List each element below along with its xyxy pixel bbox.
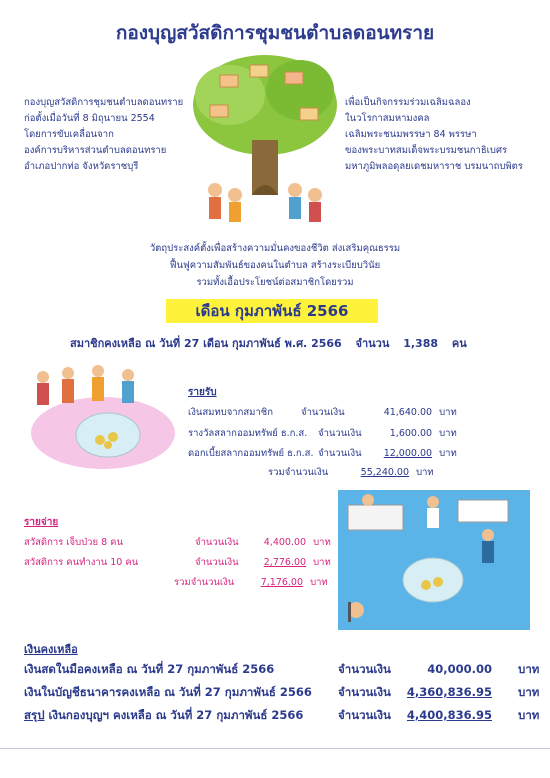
intro-right-line: ของพระบาทสมเด็จพระบรมชนกาธิเบศร [345, 145, 508, 156]
income-amount-label: จำนวนเงิน [301, 407, 345, 418]
members-count-label: จำนวน [355, 337, 390, 350]
purpose-line: วัตถุประสงค์ตั้งเพื่อสร้างความมั่นคงของชีวิต ส่งเสริมคุณธรรม [149, 243, 401, 254]
income-label: ดอกเบี้ยสลากออมทรัพย์ ธ.ก.ส. [188, 448, 314, 459]
intro-right-line: มหาภูมิพลอดุลยเดชมหาราช บรมนาถบพิตร [345, 161, 523, 172]
income-amount: 12,000.00 [383, 448, 433, 459]
page-title: กองบุญสวัสดิการชุมชนตำบลดอนทราย [115, 22, 435, 44]
balance-label: เงินในบัญชีธนาคารคงเหลือ ณ วันที่ 27 กุมภาพันธ์ 2566 [24, 685, 312, 699]
income-total-row [268, 465, 434, 480]
income-amount: 41,640.00 [383, 407, 433, 418]
intro-left-line: องค์การบริหารส่วนตำบลดอนทราย [24, 145, 167, 156]
income-unit: บาท [439, 407, 457, 418]
tree-illustration [190, 50, 340, 230]
income-row [188, 446, 457, 461]
income-amount-label: จำนวนเงิน [318, 428, 362, 439]
balance-amount: 4,400,836.95 [406, 708, 493, 722]
members-label: สมาชิกคงเหลือ ณ วันที่ 27 เดือน กุมภาพันธ์ พ.ศ. 2566 [70, 337, 342, 350]
balance-amount-label: จำนวนเงิน [338, 662, 391, 676]
income-illustration [18, 365, 178, 470]
intro-left-line: กองบุญสวัสดิการชุมชนตำบลดอนทราย [24, 97, 184, 108]
expense-amount-label: จำนวนเงิน [195, 537, 239, 548]
balance-label: เงินกองบุญฯ คงเหลือ ณ วันที่ 27 กุมภาพันธ์ 2566 [44, 708, 304, 722]
balance-amount: 40,000.00 [427, 662, 493, 676]
bottom-divider [0, 748, 550, 749]
expense-unit: บาท [313, 557, 331, 568]
expense-amount: 2,776.00 [263, 557, 307, 568]
expense-illustration [338, 490, 530, 630]
income-label: เงินสมทบจากสมาชิก [188, 407, 273, 418]
income-label: รางวัลสลากออมทรัพย์ ธ.ก.ส. [188, 428, 308, 439]
members-unit: คน [451, 337, 467, 350]
balance-summary-row [24, 707, 539, 725]
balance-unit: บาท [518, 685, 540, 699]
income-total-unit: บาท [416, 467, 434, 478]
intro-left-line: โดยการขับเคลื่อนจาก [24, 129, 114, 140]
members-count: 1,388 [403, 337, 439, 350]
expense-total-row [174, 575, 328, 590]
income-row [188, 426, 457, 441]
income-unit: บาท [439, 448, 457, 459]
intro-right-line: ในวโรกาสมหามงคล [345, 113, 430, 124]
members-line [70, 334, 477, 352]
balance-amount-label: จำนวนเงิน [338, 708, 391, 722]
balance-unit: บาท [518, 708, 540, 722]
balance-label: เงินสดในมือคงเหลือ ณ วันที่ 27 กุมภาพันธ์ 2566 [24, 662, 275, 676]
expense-total-unit: บาท [310, 577, 328, 588]
expense-amount: 4,400.00 [263, 537, 307, 548]
month-heading: เดือน กุมภาพันธ์ 2566 [166, 299, 378, 323]
expense-label: สวัสดิการ เจ็บป่วย 8 คน [24, 537, 124, 548]
intro-right [345, 95, 523, 175]
balance-amount: 4,360,836.95 [406, 685, 493, 699]
balance-row [24, 684, 539, 702]
expense-heading: รายจ่าย [24, 517, 59, 528]
expense-amount-label: จำนวนเงิน [195, 557, 239, 568]
expense-unit: บาท [313, 537, 331, 548]
income-total-label: รวมจำนวนเงิน [268, 467, 329, 478]
income-amount: 1,600.00 [389, 428, 433, 439]
balance-heading: เงินคงเหลือ [24, 643, 78, 656]
purpose-line: รวมทั้งเอื้อประโยชน์ต่อสมาชิกโดยรวม [196, 277, 354, 288]
income-unit: บาท [439, 428, 457, 439]
intro-right-line: เฉลิมพระชนมพรรษา 84 พรรษา [345, 129, 477, 140]
income-amount-label: จำนวนเงิน [318, 448, 362, 459]
intro-right-line: เพื่อเป็นกิจกรรมร่วมเฉลิมฉลอง [345, 97, 471, 108]
balance-row [24, 661, 539, 679]
intro-left-line: อำเภอปากท่อ จังหวัดราชบุรี [24, 161, 139, 172]
income-row [188, 405, 457, 420]
income-total: 55,240.00 [360, 467, 410, 478]
expense-total-label: รวมจำนวนเงิน [174, 577, 235, 588]
expense-row [24, 535, 331, 550]
purpose-text [0, 240, 550, 291]
balance-summary-prefix: สรุป [24, 708, 45, 722]
income-heading: รายรับ [188, 387, 217, 398]
expense-row [24, 555, 331, 570]
balance-amount-label: จำนวนเงิน [338, 685, 391, 699]
balance-unit: บาท [518, 662, 540, 676]
expense-total: 7,176.00 [260, 577, 304, 588]
intro-left-line: ก่อตั้งเมื่อวันที่ 8 มิถุนายน 2554 [24, 113, 155, 124]
intro-left [24, 95, 183, 175]
purpose-line: ฟื้นฟูความสัมพันธ์ของคนในตำบล สร้างระเบียบวินัย [169, 260, 381, 271]
expense-label: สวัสดิการ คนทำงาน 10 คน [24, 557, 139, 568]
